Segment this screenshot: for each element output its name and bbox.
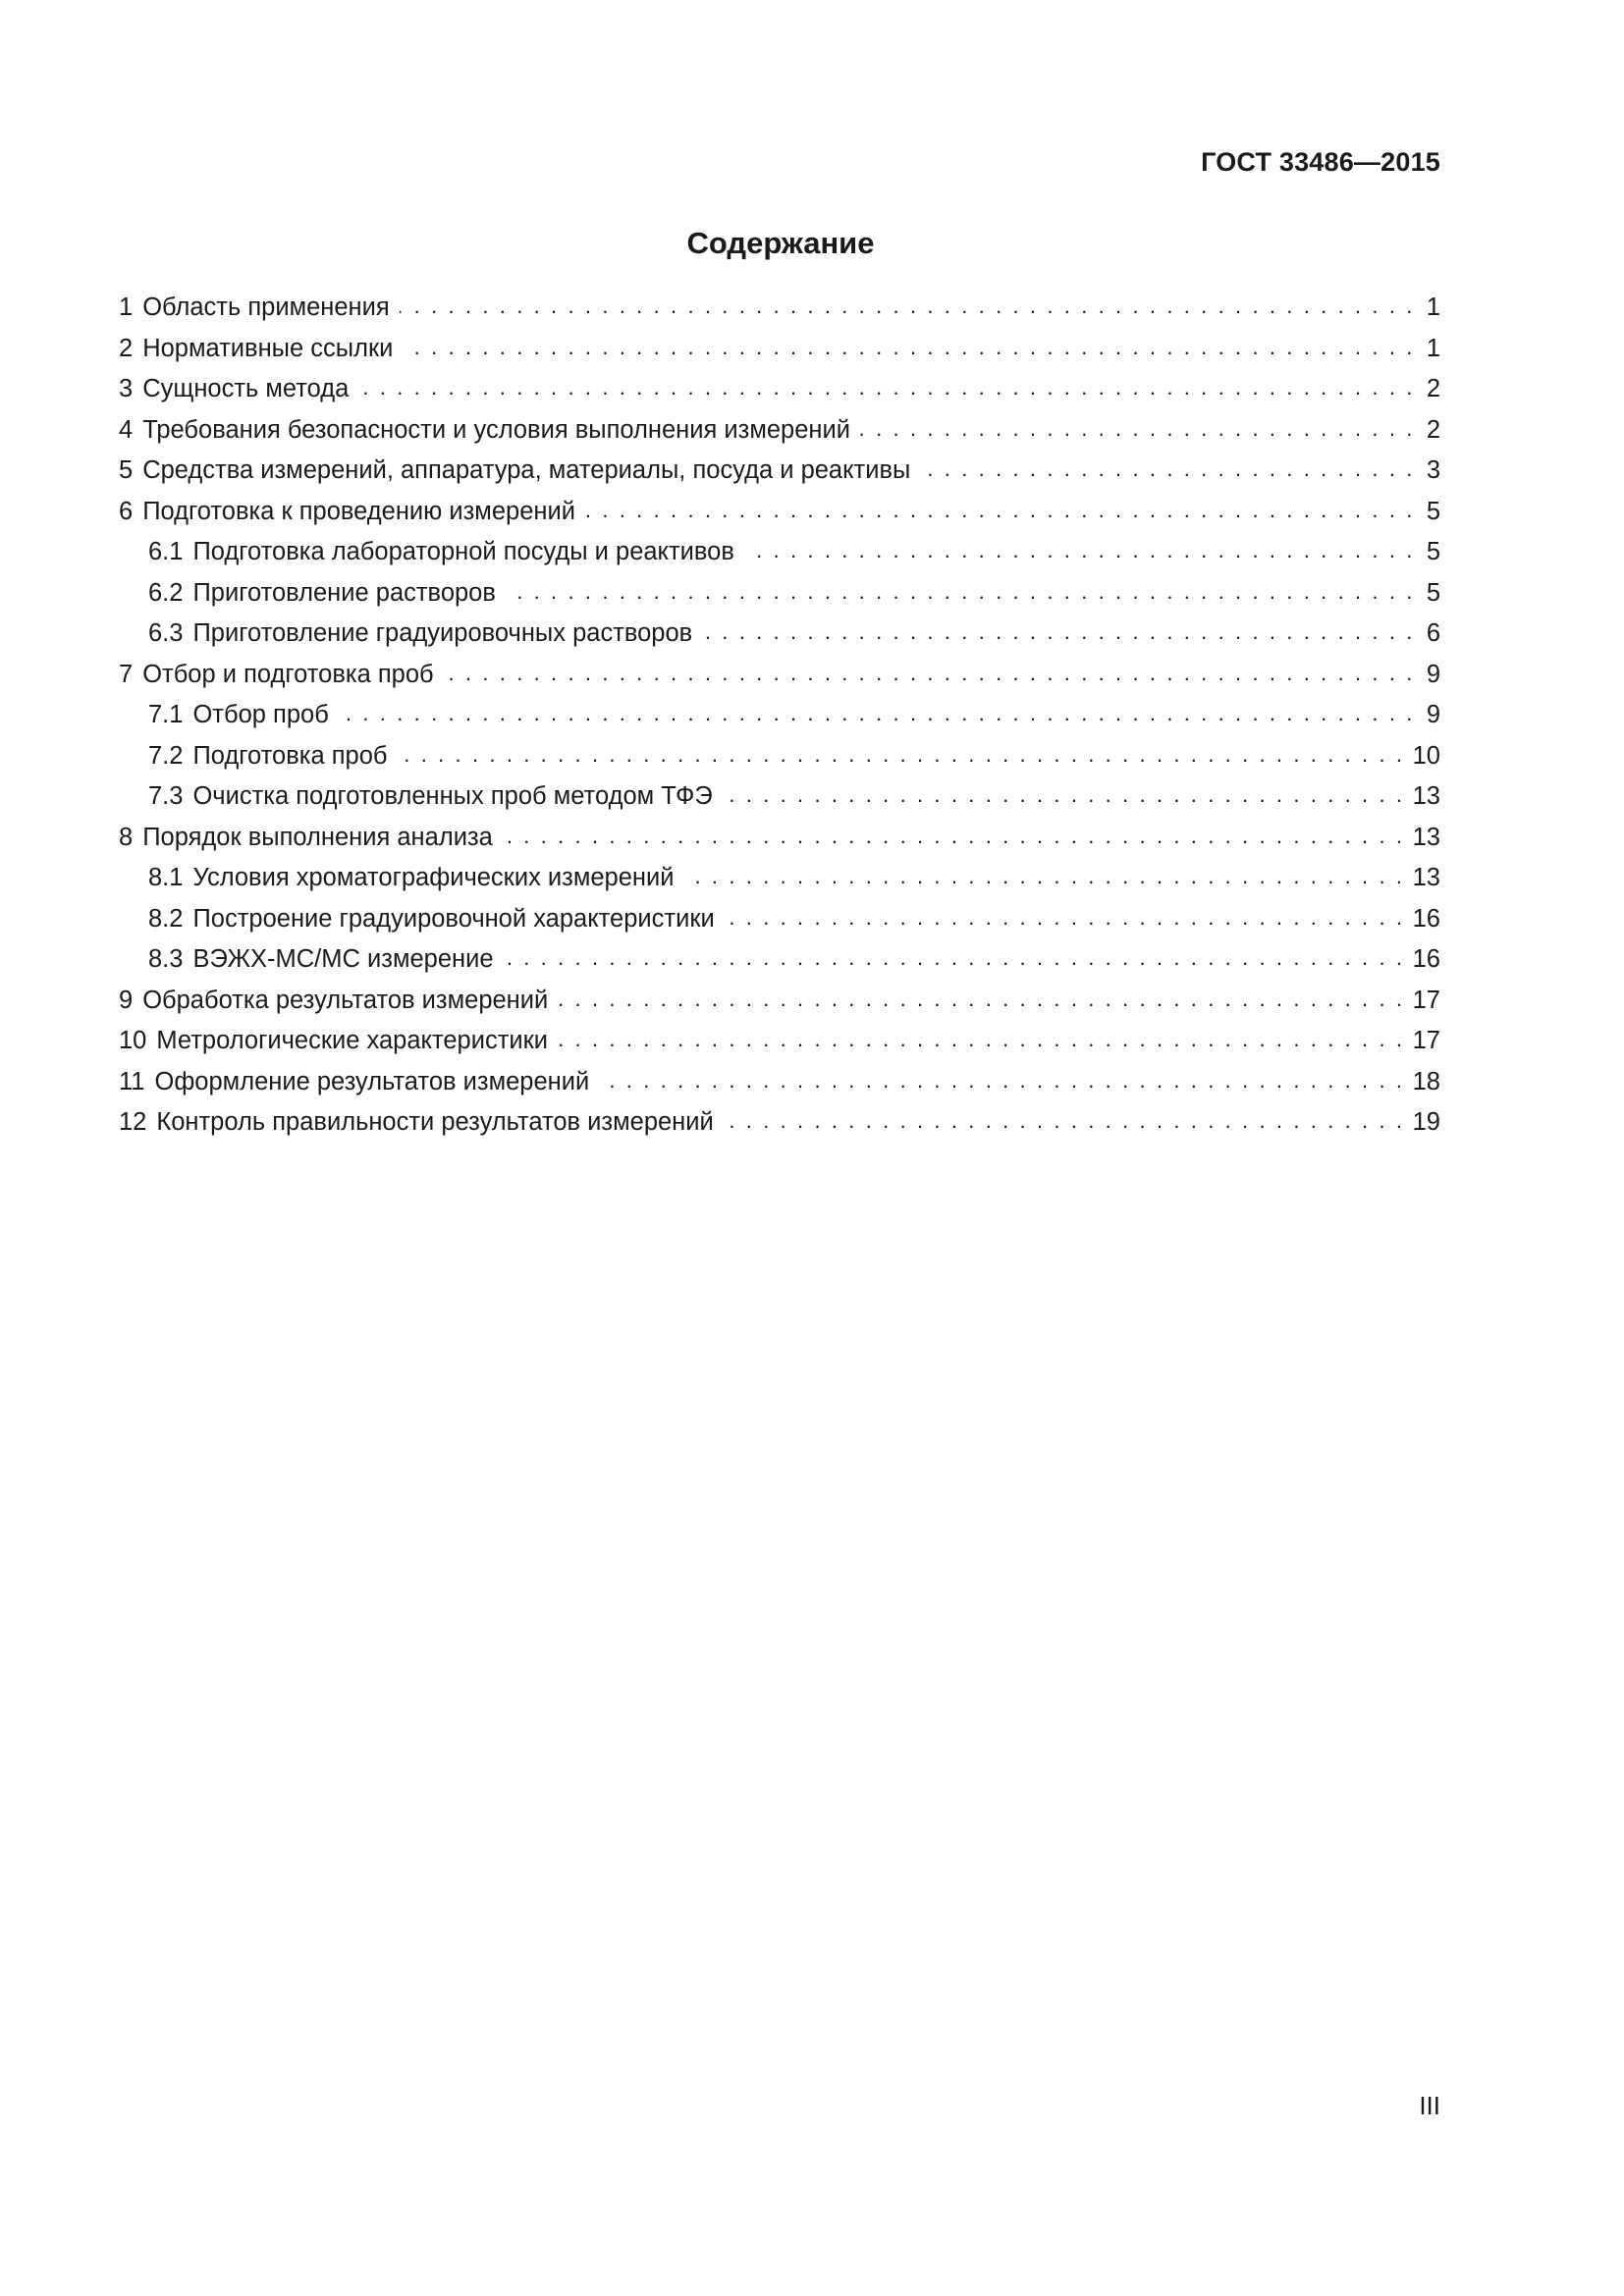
toc-entry-page: 6 [1426,619,1440,647]
toc-dot-leader [744,538,1415,568]
toc-dot-leader [403,335,1415,365]
toc-entry-number: 8 [119,823,134,851]
toc-entry-title: Контроль правильности результатов измерений [156,1108,714,1136]
toc-entry-number: 6.2 [148,578,184,607]
page-number: III [1419,2091,1440,2120]
toc-entry-page: 17 [1412,986,1440,1014]
toc-entry-page: 13 [1412,823,1440,851]
toc-dot-leader [503,824,1405,854]
toc-dot-leader [725,905,1405,935]
toc-title: Содержание [686,226,875,260]
toc-entry-title: Отбор и подготовка проб [142,660,434,688]
toc-dot-leader [723,782,1405,813]
toc-entry[interactable] [119,416,1440,457]
toc-entry-page: 16 [1412,904,1440,933]
toc-entry[interactable] [119,498,1440,539]
toc-entry-number: 4 [119,415,134,444]
toc-entry[interactable] [119,905,1440,946]
toc-entry[interactable] [119,1108,1440,1149]
toc-entry-title: Подготовка к проведению измерений [142,497,575,525]
toc-entry-number: 6 [119,497,134,525]
toc-entry-title: Оформление результатов измерений [154,1067,590,1095]
toc-entry-number: 3 [119,375,134,402]
toc-entry-number: 8.3 [148,945,184,973]
toc-entry[interactable] [119,945,1440,987]
toc-entry-number: 6.3 [148,619,184,647]
toc-entry-number: 5 [119,456,134,484]
toc-entry-page: 1 [1426,294,1440,321]
toc-entry-title: Приготовление градуировочных растворов [192,619,693,647]
toc-entry-page: 9 [1426,660,1440,688]
toc-dot-leader [558,987,1404,1017]
toc-entry-page: 2 [1426,415,1440,444]
toc-entry[interactable] [119,782,1440,824]
toc-entry-page: 3 [1426,456,1440,484]
toc-entry-page: 1 [1426,334,1440,362]
toc-dot-leader [339,701,1415,731]
table-of-contents [119,294,1440,1149]
toc-entry[interactable] [119,538,1440,579]
toc-entry[interactable] [119,661,1440,702]
toc-entry-title: Отбор проб [192,701,329,728]
toc-dot-leader [506,579,1415,610]
toc-entry-title: Приготовление растворов [192,578,496,607]
toc-entry[interactable] [119,864,1440,905]
toc-entry-number: 7.3 [148,782,184,810]
toc-entry-title: Средства измерений, аппаратура, материалы, посуда и реактивы [142,456,911,484]
toc-entry[interactable] [119,742,1440,783]
document-code: ГОСТ 33486—2015 [1201,147,1440,177]
toc-entry-title: Требования безопасности и условия выполнения измерений [142,415,850,444]
toc-entry-title: Область применения [142,294,390,321]
toc-dot-leader [860,416,1415,447]
toc-entry-title: Подготовка лабораторной посуды и реактивов [192,538,734,565]
toc-entry-title: Нормативные ссылки [142,334,394,362]
toc-entry-number: 8.2 [148,904,184,933]
toc-dot-leader [684,864,1405,894]
toc-entry-page: 10 [1412,741,1440,770]
toc-entry[interactable] [119,987,1440,1028]
toc-dot-leader [599,1068,1404,1098]
toc-dot-leader [724,1108,1405,1139]
toc-entry-number: 12 [119,1108,147,1136]
toc-entry-page: 5 [1426,497,1440,525]
toc-entry-title: Очистка подготовленных проб методом ТФЭ [192,782,713,810]
toc-entry-number: 7.2 [148,741,184,770]
toc-entry-title: ВЭЖХ-МС/МС измерение [192,945,494,973]
toc-entry-number: 11 [119,1067,145,1095]
toc-entry[interactable] [119,619,1440,661]
toc-entry[interactable] [119,294,1440,335]
toc-entry-title: Обработка результатов измерений [142,986,549,1014]
toc-dot-leader [358,375,1415,405]
toc-dot-leader [504,945,1405,976]
toc-entry-number: 6.1 [148,538,184,565]
toc-dot-leader [398,742,1405,773]
toc-entry-page: 19 [1412,1108,1440,1136]
toc-entry[interactable] [119,375,1440,416]
toc-entry-number: 1 [119,294,134,321]
toc-entry-page: 18 [1412,1067,1440,1095]
toc-dot-leader [400,294,1415,324]
toc-entry-page: 13 [1412,864,1440,891]
toc-dot-leader [558,1027,1405,1057]
toc-entry-page: 17 [1412,1027,1440,1054]
toc-entry-title: Построение градуировочной характеристики [192,904,715,933]
toc-dot-leader [920,456,1415,487]
toc-entry[interactable] [119,335,1440,376]
toc-entry[interactable] [119,579,1440,620]
toc-entry[interactable] [119,1027,1440,1068]
toc-entry[interactable] [119,824,1440,865]
toc-entry-number: 8.1 [148,864,184,891]
toc-entry-number: 2 [119,334,134,362]
toc-entry-page: 5 [1426,538,1440,565]
toc-entry-title: Метрологические характеристики [156,1027,549,1054]
toc-dot-leader [702,619,1415,650]
toc-dot-leader [585,498,1415,528]
toc-entry-title: Условия хроматографических измерений [192,864,675,891]
toc-entry-page: 13 [1412,782,1440,810]
toc-entry-number: 10 [119,1027,147,1054]
toc-entry-title: Подготовка проб [192,741,388,770]
toc-entry-number: 7 [119,660,134,688]
toc-entry-title: Порядок выполнения анализа [142,823,493,851]
toc-entry[interactable] [119,456,1440,498]
toc-entry-number: 9 [119,986,134,1014]
toc-entry-page: 16 [1412,945,1440,973]
toc-entry-page: 9 [1426,701,1440,728]
toc-dot-leader [444,661,1415,691]
toc-entry[interactable] [119,1068,1440,1109]
toc-entry[interactable] [119,701,1440,742]
toc-entry-page: 2 [1426,375,1440,402]
toc-entry-page: 5 [1426,578,1440,607]
toc-entry-title: Сущность метода [142,375,350,402]
toc-entry-number: 7.1 [148,701,184,728]
